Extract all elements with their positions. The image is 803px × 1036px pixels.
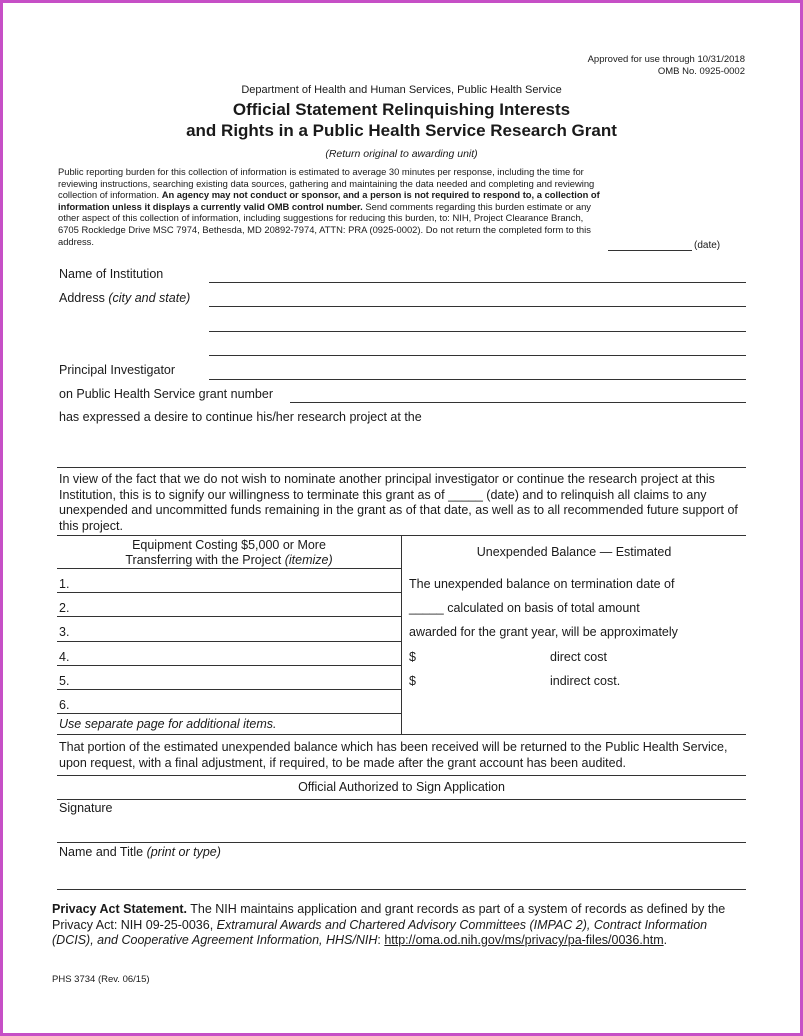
name-title-line[interactable] — [57, 889, 746, 890]
burden-text-1: Public reporting burden for this collection of information is estimated to average 30 minutes per response, including the time for reviewing instructions, searching existing data sources, gathering and maintaining the data needed and completing and reviewing collection of information. — [58, 166, 595, 201]
portion-paragraph: That portion of the estimated unexpended balance which has been received will be returned to the Public Health Service, upon request, with a final adjustment, if required, to be made after the grant account has been audited. — [59, 740, 728, 770]
equipment-line-5 — [57, 689, 401, 690]
table-divider — [401, 535, 402, 734]
signature-label: Signature — [59, 801, 113, 815]
burden-statement — [58, 166, 606, 247]
unexpended-line-1: The unexpended balance on termination date of — [409, 577, 675, 591]
in-view-paragraph: In view of the fact that we do not wish to nominate another principal investigator or continue the research project at this Institution, this is to signify our willingness to terminate this grant as of _____ (date) and to relinquish all claims to any unexpended and uncommitted funds remaining in the grant as of that date, as well as to all recommended future support of this project. — [59, 472, 738, 533]
signature-line[interactable] — [57, 842, 746, 843]
privacy-statement — [52, 902, 742, 949]
approved-through: Approved for use through 10/31/2018 — [587, 54, 745, 65]
portion-bottom-border — [57, 775, 746, 776]
equipment-header-line-1: Equipment Costing $5,000 or More — [132, 538, 326, 552]
privacy-link[interactable]: http://oma.od.nih.gov/ms/privacy/pa-files/0036.htm — [384, 933, 664, 947]
address-line-3[interactable] — [209, 355, 746, 356]
department: Department of Health and Human Services, Public Health Service — [241, 84, 562, 96]
pi-label: Principal Investigator — [59, 363, 176, 377]
institution-name-line[interactable] — [57, 467, 746, 468]
address-line-1[interactable] — [209, 306, 746, 307]
address-label-text: Address — [59, 291, 105, 305]
unexpended-line-2: _____ calculated on basis of total amount — [409, 601, 640, 615]
institution-label: Name of Institution — [59, 267, 164, 281]
official-header: Official Authorized to Sign Application — [298, 780, 505, 794]
address-label — [59, 291, 190, 305]
equipment-line-3 — [57, 641, 401, 642]
privacy-text-3: . — [663, 933, 668, 947]
desire-label: has expressed a desire to continue his/her research project at the — [59, 410, 422, 424]
privacy-text-1: The NIH maintains application and grant records as part of a system of records as defined by the Privacy Act: NIH 09-25-0036, — [52, 902, 726, 932]
equipment-header — [57, 538, 401, 568]
unexpended-header: Unexpended Balance — Estimated — [476, 545, 672, 559]
equipment-header-note: (itemize) — [284, 553, 333, 567]
direct-cost-label: direct cost — [550, 650, 607, 664]
official-header-bottom — [57, 799, 746, 800]
burden-text-2: Send comments regarding this burden estimate or any other aspect of this collection of information, including suggestions for reducing this burden, to: NIH, Project Clearance Branch, 6705 Rockledge Drive MSC 7974, Bethesda, MD 20892-7974, ATTN: PRA (0925-0002). Do not return the completed form to this address. — [58, 200, 591, 247]
direct-cost-dollar: $ — [409, 650, 416, 664]
privacy-text-2: : — [377, 933, 385, 947]
equipment-item-4[interactable]: 4. — [59, 650, 70, 664]
name-title-label — [59, 845, 221, 859]
name-title-text: Name and Title — [59, 845, 144, 859]
address-line-2[interactable] — [209, 331, 746, 332]
unexpended-line-3: awarded for the grant year, will be approximately — [409, 625, 678, 639]
privacy-italic: Extramural Awards and Chartered Advisory Committees (IMPAC 2), Contract Information (DCIS), and Cooperative Agreement Information, HHS/NIH — [52, 917, 708, 947]
equipment-item-6[interactable]: 6. — [59, 698, 70, 712]
address-label-note: (city and state) — [108, 291, 191, 305]
equipment-footnote: Use separate page for additional items. — [59, 717, 277, 731]
date-label: (date) — [694, 240, 721, 251]
grant-number-line[interactable] — [290, 402, 746, 403]
omb-number: OMB No. 0925-0002 — [657, 66, 745, 77]
indirect-cost-label: indirect cost. — [550, 674, 621, 688]
equipment-line-1 — [57, 592, 401, 593]
equipment-item-3[interactable]: 3. — [59, 625, 70, 639]
return-note: (Return original to awarding unit) — [325, 148, 478, 160]
burden-bold: An agency may not conduct or sponsor, and a person is not required to respond to, a collection of information unless it displays a currently valid OMB control number. — [58, 189, 600, 212]
pi-line[interactable] — [209, 379, 746, 380]
equipment-item-2[interactable]: 2. — [59, 601, 70, 615]
privacy-heading: Privacy Act Statement. — [52, 902, 188, 916]
table-bottom-border — [57, 734, 746, 735]
title-line-2: and Rights in a Public Health Service Research Grant — [186, 121, 617, 140]
approval-info — [588, 54, 745, 78]
equipment-header-bottom — [57, 568, 401, 569]
equipment-item-1[interactable]: 1. — [59, 577, 70, 591]
equipment-line-6 — [57, 713, 401, 714]
title-line-1: Official Statement Relinquishing Interests — [232, 100, 571, 119]
name-title-note: (print or type) — [146, 845, 221, 859]
equipment-item-5[interactable]: 5. — [59, 674, 70, 688]
grant-number-label: on Public Health Service grant number — [59, 387, 274, 401]
form-number: PHS 3734 (Rev. 06/15) — [52, 974, 150, 985]
equipment-header-text: Transferring with the Project — [125, 553, 282, 567]
date-blank[interactable] — [608, 240, 692, 251]
equipment-line-2 — [57, 616, 401, 617]
institution-line[interactable] — [209, 282, 746, 283]
equipment-header-line-2 — [57, 553, 401, 568]
date-field[interactable] — [608, 240, 720, 251]
indirect-cost-dollar: $ — [409, 674, 416, 688]
form-title — [0, 99, 803, 141]
equipment-line-4 — [57, 665, 401, 666]
